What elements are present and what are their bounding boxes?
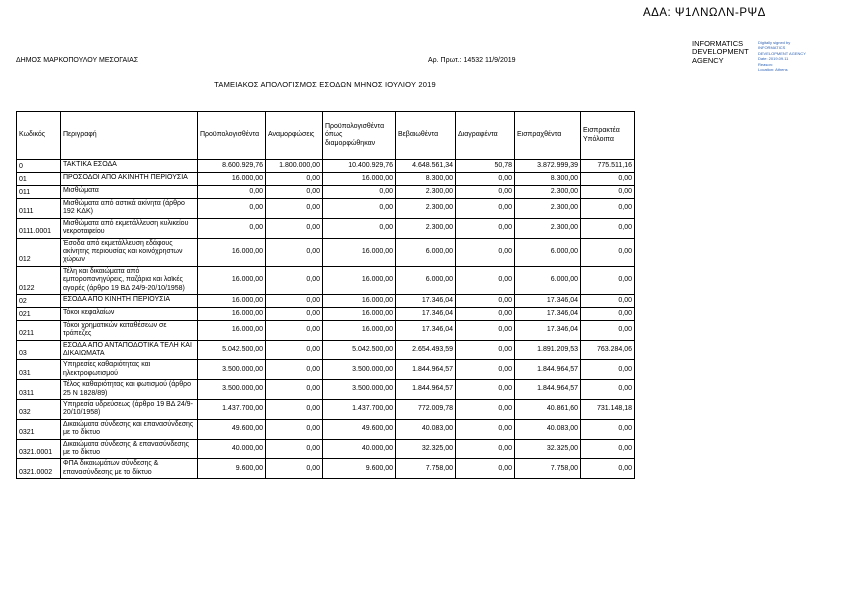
row-description: Έσοδα από εκμετάλλευση εδάφους ακίνητης περιουσίας και κοινόχρηστων χώρων xyxy=(61,238,198,266)
row-code: 03 xyxy=(17,340,61,360)
row-value: 0,00 xyxy=(456,199,515,219)
table-row xyxy=(17,186,635,199)
row-value: 0,00 xyxy=(456,186,515,199)
row-value: 16.000,00 xyxy=(198,238,266,266)
row-value: 0,00 xyxy=(581,459,635,479)
row-value: 40.083,00 xyxy=(515,419,581,439)
row-value: 0,00 xyxy=(456,238,515,266)
row-value: 0,00 xyxy=(581,439,635,459)
row-value: 1.844.964,57 xyxy=(396,360,456,380)
row-description: Μισθώματα από εκμετάλλευση κυλικείου νεκροταφείου xyxy=(61,218,198,238)
row-value: 16.000,00 xyxy=(323,266,396,294)
column-header: Αναμορφώσεις xyxy=(266,112,323,160)
row-value: 0,00 xyxy=(456,266,515,294)
table-row xyxy=(17,340,635,360)
row-value: 0,00 xyxy=(581,419,635,439)
municipality-name: ΔΗΜΟΣ ΜΑΡΚΟΠΟΥΛΟΥ ΜΕΣΟΓΑΙΑΣ xyxy=(16,57,139,64)
protocol-number: Αρ. Πρωτ.: 14532 11/9/2019 xyxy=(428,57,516,64)
column-header: Περιγραφή xyxy=(61,112,198,160)
row-code: 0321.0001 xyxy=(17,439,61,459)
row-value: 0,00 xyxy=(266,439,323,459)
row-value: 0,00 xyxy=(198,186,266,199)
row-value: 0,00 xyxy=(266,320,323,340)
row-description: ΦΠΑ δικαιωμάτων σύνδεσης & επανασύνδεσης με το δίκτυο xyxy=(61,459,198,479)
row-value: 17.346,04 xyxy=(515,294,581,307)
row-value: 0,00 xyxy=(456,218,515,238)
row-value: 0,00 xyxy=(581,266,635,294)
row-value: 0,00 xyxy=(456,320,515,340)
column-header: Διαγραφέντα xyxy=(456,112,515,160)
row-code: 0122 xyxy=(17,266,61,294)
row-description: Δικαιώματα σύνδεσης και επανασύνδεσης με το δίκτυο xyxy=(61,419,198,439)
row-value: 0,00 xyxy=(198,218,266,238)
column-header: Εισπρακτέα Υπόλοιπα xyxy=(581,112,635,160)
row-value: 0,00 xyxy=(266,186,323,199)
row-value: 0,00 xyxy=(456,340,515,360)
row-value: 1.437.700,00 xyxy=(198,400,266,420)
row-code: 0211 xyxy=(17,320,61,340)
signature-agency-name: INFORMATICS DEVELOPMENT AGENCY xyxy=(692,39,749,65)
row-value: 1.437.700,00 xyxy=(323,400,396,420)
column-header: Κωδικός xyxy=(17,112,61,160)
row-value: 5.042.500,00 xyxy=(198,340,266,360)
row-value: 40.000,00 xyxy=(198,439,266,459)
row-value: 32.325,00 xyxy=(515,439,581,459)
table-body xyxy=(17,160,635,479)
signature-details xyxy=(758,40,834,72)
row-description: Δικαιώματα σύνδεσης & επανασύνδεσης με το δίκτυο xyxy=(61,439,198,459)
row-value: 5.042.500,00 xyxy=(323,340,396,360)
row-code: 0311 xyxy=(17,380,61,400)
row-value: 32.325,00 xyxy=(396,439,456,459)
row-value: 3.872.999,39 xyxy=(515,160,581,173)
table-row xyxy=(17,380,635,400)
row-value: 0,00 xyxy=(456,307,515,320)
row-value: 0,00 xyxy=(581,360,635,380)
row-value: 1.844.964,57 xyxy=(515,380,581,400)
report-table xyxy=(16,111,635,479)
row-description: ΕΣΟΔΑ ΑΠΟ ΑΝΤΑΠΟΔΟΤΙΚΑ ΤΕΛΗ ΚΑΙ ΔΙΚΑΙΩΜΑΤΑ xyxy=(61,340,198,360)
row-value: 2.300,00 xyxy=(515,186,581,199)
row-value: 3.500.000,00 xyxy=(323,360,396,380)
row-value: 1.844.964,57 xyxy=(396,380,456,400)
row-code: 012 xyxy=(17,238,61,266)
row-value: 10.400.929,76 xyxy=(323,160,396,173)
row-value: 8.300,00 xyxy=(396,173,456,186)
row-description: ΠΡΟΣΟΔΟΙ ΑΠΟ ΑΚΙΝΗΤΗ ΠΕΡΙΟΥΣΙΑ xyxy=(61,173,198,186)
row-value: 9.600,00 xyxy=(198,459,266,479)
row-value: 0,00 xyxy=(266,173,323,186)
table-row xyxy=(17,218,635,238)
signature-line: Digitally signed by xyxy=(758,40,791,45)
row-value: 2.300,00 xyxy=(396,199,456,219)
table-row xyxy=(17,419,635,439)
row-description: Μισθώματα από αστικά ακίνητα (άρθρο 192 ΚΔΚ) xyxy=(61,199,198,219)
row-value: 6.000,00 xyxy=(515,238,581,266)
row-value: 0,00 xyxy=(266,307,323,320)
row-value: 0,00 xyxy=(456,439,515,459)
row-value: 16.000,00 xyxy=(323,173,396,186)
row-value: 40.861,60 xyxy=(515,400,581,420)
table-row xyxy=(17,160,635,173)
row-description: Μισθώματα xyxy=(61,186,198,199)
row-code: 011 xyxy=(17,186,61,199)
column-header: Προϋπολογισθέντα όπως διαμορφώθηκαν xyxy=(323,112,396,160)
table-row xyxy=(17,307,635,320)
row-value: 0,00 xyxy=(323,218,396,238)
row-value: 0,00 xyxy=(456,294,515,307)
row-value: 763.284,06 xyxy=(581,340,635,360)
row-code: 0321.0002 xyxy=(17,459,61,479)
row-value: 0,00 xyxy=(266,419,323,439)
row-code: 021 xyxy=(17,307,61,320)
digital-signature-stamp xyxy=(692,40,837,72)
row-description: Υπηρεσίες καθαριότητας και ηλεκτροφωτισμού xyxy=(61,360,198,380)
row-code: 0111 xyxy=(17,199,61,219)
row-code: 0111.0001 xyxy=(17,218,61,238)
row-value: 16.000,00 xyxy=(198,266,266,294)
row-value: 772.009,78 xyxy=(396,400,456,420)
row-value: 0,00 xyxy=(266,459,323,479)
row-value: 2.654.493,59 xyxy=(396,340,456,360)
row-value: 0,00 xyxy=(581,199,635,219)
signature-line: Location: Athens xyxy=(758,66,788,72)
row-value: 17.346,04 xyxy=(396,294,456,307)
row-value: 0,00 xyxy=(266,294,323,307)
row-value: 0,00 xyxy=(456,459,515,479)
signature-line: Reason: xyxy=(758,61,773,67)
report-title: ΤΑΜΕΙΑΚΟΣ ΑΠΟΛΟΓΙΣΜΟΣ ΕΣΟΔΩΝ ΜΗΝΟΣ ΙΟΥΛΙΟΥ 2019 xyxy=(214,80,436,89)
row-value: 8.300,00 xyxy=(515,173,581,186)
column-header: Προϋπολογισθέντα xyxy=(198,112,266,160)
row-value: 7.758,00 xyxy=(515,459,581,479)
row-code: 032 xyxy=(17,400,61,420)
table-row xyxy=(17,320,635,340)
row-description: ΤΑΚΤΙΚΑ ΕΣΟΔΑ xyxy=(61,160,198,173)
row-value: 0,00 xyxy=(581,307,635,320)
column-header: Εισπραχθέντα xyxy=(515,112,581,160)
row-description: Τέλη και δικαιώματα από εμποροπανηγύρεις, παζάρια και λαϊκές αγορές (άρθρο 19 ΒΔ 24/9-20/10/1958) xyxy=(61,266,198,294)
row-value: 0,00 xyxy=(581,186,635,199)
row-value: 1.844.964,57 xyxy=(515,360,581,380)
row-value: 0,00 xyxy=(266,238,323,266)
row-value: 17.346,04 xyxy=(515,307,581,320)
row-value: 0,00 xyxy=(323,186,396,199)
row-description: ΕΣΟΔΑ ΑΠΟ ΚΙΝΗΤΗ ΠΕΡΙΟΥΣΙΑ xyxy=(61,294,198,307)
row-code: 02 xyxy=(17,294,61,307)
row-value: 0,00 xyxy=(581,294,635,307)
row-code: 0321 xyxy=(17,419,61,439)
row-value: 17.346,04 xyxy=(515,320,581,340)
row-value: 0,00 xyxy=(266,199,323,219)
row-code: 01 xyxy=(17,173,61,186)
row-value: 8.600.929,76 xyxy=(198,160,266,173)
row-value: 7.758,00 xyxy=(396,459,456,479)
row-value: 0,00 xyxy=(581,320,635,340)
row-value: 0,00 xyxy=(581,173,635,186)
row-value: 2.300,00 xyxy=(515,218,581,238)
row-value: 0,00 xyxy=(456,380,515,400)
row-code: 031 xyxy=(17,360,61,380)
row-value: 17.346,04 xyxy=(396,320,456,340)
row-value: 40.000,00 xyxy=(323,439,396,459)
row-value: 0,00 xyxy=(581,380,635,400)
row-value: 2.300,00 xyxy=(515,199,581,219)
row-value: 40.083,00 xyxy=(396,419,456,439)
row-value: 16.000,00 xyxy=(198,320,266,340)
row-value: 49.600,00 xyxy=(323,419,396,439)
row-description: Τόκοι κεφαλαίων xyxy=(61,307,198,320)
table-row xyxy=(17,400,635,420)
row-value: 16.000,00 xyxy=(323,320,396,340)
table-row xyxy=(17,360,635,380)
row-value: 16.000,00 xyxy=(323,307,396,320)
row-description: Υπηρεσία υδρεύσεως (άρθρο 19 ΒΔ 24/9-20/10/1958) xyxy=(61,400,198,420)
row-value: 3.500.000,00 xyxy=(198,360,266,380)
table-row xyxy=(17,173,635,186)
table-row xyxy=(17,439,635,459)
row-value: 0,00 xyxy=(456,173,515,186)
row-value: 16.000,00 xyxy=(323,238,396,266)
table-header-row xyxy=(17,112,635,160)
row-value: 0,00 xyxy=(323,199,396,219)
row-value: 4.648.561,34 xyxy=(396,160,456,173)
column-header: Βεβαιωθέντα xyxy=(396,112,456,160)
row-description: Τόκοι χρηματικών καταθέσεων σε τράπεζες xyxy=(61,320,198,340)
row-value: 0,00 xyxy=(266,360,323,380)
table-row xyxy=(17,266,635,294)
row-value: 6.000,00 xyxy=(396,266,456,294)
row-value: 0,00 xyxy=(266,380,323,400)
ada-number: ΑΔΑ: Ψ1ΛΝΩΛΝ-ΡΨΔ xyxy=(643,7,766,19)
row-value: 0,00 xyxy=(266,400,323,420)
row-value: 17.346,04 xyxy=(396,307,456,320)
row-value: 0,00 xyxy=(456,419,515,439)
row-value: 3.500.000,00 xyxy=(323,380,396,400)
row-value: 0,00 xyxy=(581,238,635,266)
row-value: 16.000,00 xyxy=(323,294,396,307)
row-value: 16.000,00 xyxy=(198,294,266,307)
table-row xyxy=(17,199,635,219)
row-value: 16.000,00 xyxy=(198,173,266,186)
signature-line: INFORMATICS xyxy=(758,45,786,51)
table-row xyxy=(17,238,635,266)
row-value: 2.300,00 xyxy=(396,218,456,238)
row-value: 49.600,00 xyxy=(198,419,266,439)
row-value: 0,00 xyxy=(198,199,266,219)
row-value: 0,00 xyxy=(456,360,515,380)
row-value: 0,00 xyxy=(266,266,323,294)
row-description: Τέλος καθαριότητας και φωτισμού (άρθρο 25 Ν 1828/89) xyxy=(61,380,198,400)
row-value: 731.148,18 xyxy=(581,400,635,420)
row-value: 6.000,00 xyxy=(515,266,581,294)
signature-line: DEVELOPMENT AGENCY xyxy=(758,50,806,56)
row-value: 1.891.209,53 xyxy=(515,340,581,360)
row-value: 16.000,00 xyxy=(198,307,266,320)
signature-line: Date: 2019.09.11 xyxy=(758,56,789,62)
row-value: 9.600,00 xyxy=(323,459,396,479)
table-row xyxy=(17,294,635,307)
row-code: 0 xyxy=(17,160,61,173)
row-value: 0,00 xyxy=(456,400,515,420)
table-row xyxy=(17,459,635,479)
row-value: 0,00 xyxy=(266,218,323,238)
row-value: 3.500.000,00 xyxy=(198,380,266,400)
row-value: 6.000,00 xyxy=(396,238,456,266)
row-value: 2.300,00 xyxy=(396,186,456,199)
row-value: 50,78 xyxy=(456,160,515,173)
row-value: 1.800.000,00 xyxy=(266,160,323,173)
row-value: 775.511,16 xyxy=(581,160,635,173)
row-value: 0,00 xyxy=(581,218,635,238)
row-value: 0,00 xyxy=(266,340,323,360)
